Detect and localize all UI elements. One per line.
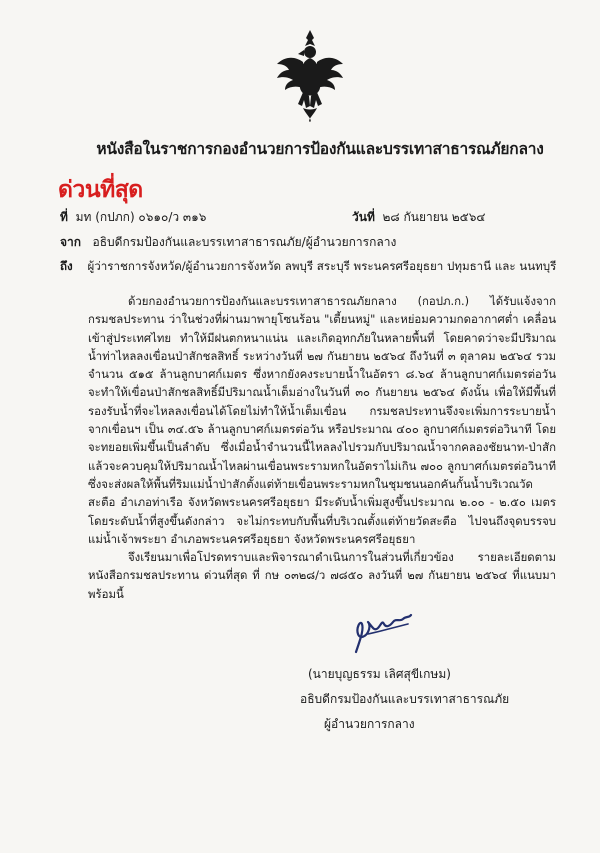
body-paragraph-2-text: จึงเรียนมาเพื่อโปรดทราบและพิจารณาดำเนินการในส่วนที่เกี่ยวข้อง รายละเอียดตามหนังสือกรมชลประทาน ด่วนที่สุด ที่ กษ ๐๓๒๘/ว ๗๘๕๐ ลงวันที่ ๒๗ กันยายน ๒๕๖๔ ที่แนบมาพร้อมนี้ — [88, 550, 556, 601]
body-paragraph-2 — [88, 548, 556, 603]
from-value: อธิบดีกรมป้องกันและบรรเทาสาธารณภัย/ผู้อำนวยการกลาง — [92, 235, 397, 249]
from-line — [60, 233, 396, 252]
date-line — [352, 208, 485, 227]
urgency-stamp: ด่วนที่สุด — [58, 177, 143, 203]
body-paragraph-1-text: ด้วยกองอำนวยการป้องกันและบรรเทาสาธารณภัยกลาง (กอปภ.ก.) ได้รับแจ้งจากกรมชลประทาน ว่าในช่วงที่ผ่านมาพายุโซนร้อน "เตี้ยนหมู่" และหย่อมความกดอากาศต่ำ เคลื่อนเข้าสู่ประเทศไทย ทำให้มีฝนตกหนาแน่น และเกิดอุทกภัยในหลายพื้นที่ โดยคาดว่าจะมีปริมาณน้ำท่าไหลลงเขื่อนป่าสักชลสิทธิ์ ระหว่างวันที่ ๒๗ กันยายน ๒๕๖๔ ถึงวันที่ ๓ ตุลาคม ๒๕๖๔ รวมจำนวน ๕๑๕ ล้านลูกบาศก์เมตร ซึ่งหากยังคงระบายน้ำในอัตรา ๘.๖๔ ล้านลูกบาศก์เมตรต่อวัน จะทำให้เขื่อนป่าสักชลสิทธิ์มีปริมาณน้ำเต็มอ่างในวันที่ ๓๐ กันยายน ๒๕๖๔ ดังนั้น เพื่อให้มีพื้นที่รองรับน้ำที่จะไหลลงเขื่อนได้โดยไม่ทำให้น้ำเต็มเขื่อน กรมชลประทานจึงจะเพิ่มการระบายน้ำจากเขื่อนฯ เป็น ๓๔.๕๖ ล้านลูกบาศก์เมตรต่อวัน หรือประมาณ ๔๐๐ ลูกบาศก์เมตรต่อวินาที โดยจะทยอยเพิ่มขึ้นเป็นลำดับ ซึ่งเมื่อน้ำจำนวนนี้ไหลลงไปรวมกับปริมาณน้ำจากคลองชัยนาท-ป่าสัก แล้วจะควบคุมให้ปริมาณน้ำไหลผ่านเขื่อนพระรามหกในอัตราไม่เกิน ๗๐๐ ลูกบาศก์เมตรต่อวินาที ซึ่งจะส่งผลให้พื้นที่ริมแม่น้ำป่าสักตั้งแต่ท้ายเขื่อนพระรามหกในชุมชนนอกคันกั้นน้ำบริเวณวัดสะตือ อำเภอท่าเรือ จังหวัดพระนครศรีอยุธยา มีระดับน้ำเพิ่มสูงขึ้นประมาณ ๒.๐๐ - ๒.๕๐ เมตร โดยระดับน้ำที่สูงขึ้นดังกล่าว จะไม่กระทบกับพื้นที่บริเวณตั้งแต่ท้ายวัดสะตือ ไปจนถึงจุดบรรจบแม่น้ำเจ้าพระยา อำเภอพระนครศรีอยุธยา จังหวัดพระนครศรีอยุธยา — [88, 294, 556, 546]
from-label: จาก — [60, 235, 82, 249]
garuda-emblem-icon — [273, 28, 347, 124]
reference-line — [60, 208, 206, 227]
date-label: วันที่ — [352, 210, 375, 224]
document-heading: หนังสือในราชการกองอำนวยการป้องกันและบรรเทาสาธารณภัยกลาง — [96, 140, 544, 158]
body-paragraph-1 — [88, 292, 556, 548]
to-value: ผู้ว่าราชการจังหวัด/ผู้อำนวยการจังหวัด ลพบุรี สระบุรี พระนครศรีอยุธยา ปทุมธานี และ นนทบุรี — [87, 259, 557, 273]
handwritten-signature — [338, 612, 428, 656]
date-value: ๒๘ กันยายน ๒๕๖๔ — [382, 210, 486, 224]
signatory-name: (นายบุญธรรม เลิศสุขีเกษม) — [308, 667, 451, 681]
signatory-position-1: อธิบดีกรมป้องกันและบรรเทาสาธารณภัย — [300, 692, 510, 706]
to-label: ถึง — [60, 259, 73, 273]
signatory-position-2: ผู้อำนวยการกลาง — [324, 717, 415, 731]
signature-block — [300, 662, 509, 737]
ref-label: ที่ — [60, 210, 68, 224]
to-line — [60, 258, 556, 276]
ref-value: มท (กปภก) ๐๖๑๐/ว ๓๑๖ — [75, 210, 207, 224]
